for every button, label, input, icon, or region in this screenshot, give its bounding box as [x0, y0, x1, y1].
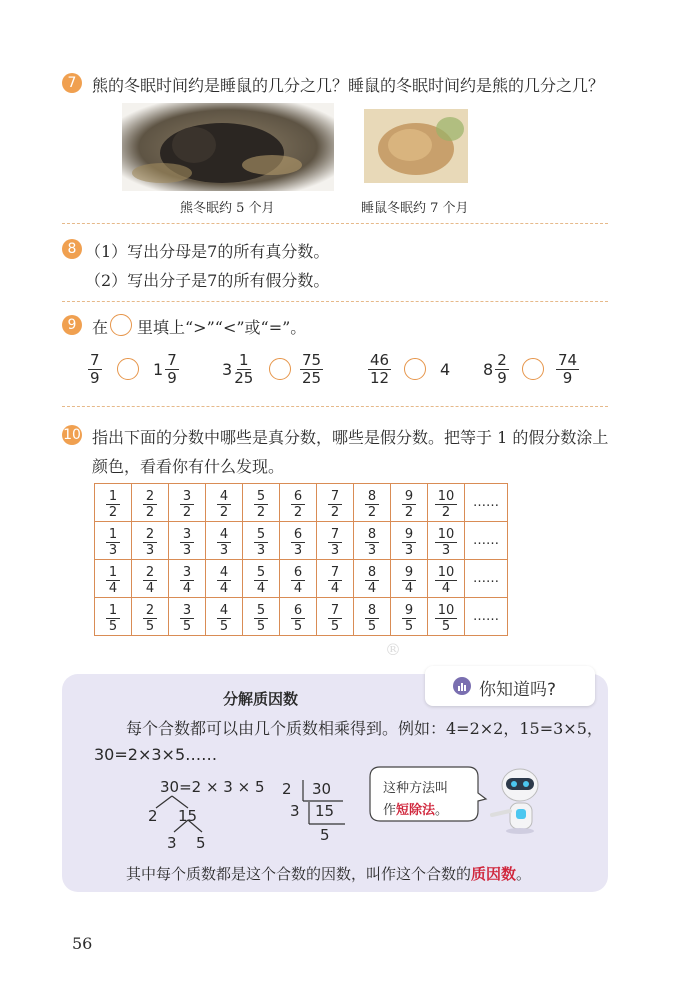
short-division-value-3: 5: [320, 826, 330, 844]
numerator: 2: [143, 565, 157, 581]
bubble-prefix: 作: [383, 803, 397, 818]
numerator: 10: [435, 489, 458, 505]
numerator: 8: [365, 527, 379, 543]
question-7-badge: 7: [62, 73, 82, 93]
denominator: 4: [367, 581, 377, 596]
short-division-divisor-2: 3: [290, 802, 300, 820]
factor-tree-mid-right: 15: [178, 807, 198, 825]
denominator: 3: [293, 543, 303, 558]
denominator: 4: [256, 581, 266, 596]
grid-row: [95, 484, 508, 522]
compare-1-left: [88, 352, 102, 387]
fraction-cell[interactable]: [317, 598, 354, 636]
fraction-cell[interactable]: [317, 560, 354, 598]
fraction-cell[interactable]: [132, 598, 169, 636]
numerator: 6: [291, 527, 305, 543]
factor-tree-top: 30=2 × 3 × 5: [160, 778, 265, 796]
numerator: 4: [217, 603, 231, 619]
fraction-cell[interactable]: [169, 560, 206, 598]
fraction-cell[interactable]: [280, 522, 317, 560]
denominator: 5: [182, 619, 192, 634]
numerator: 4: [217, 489, 231, 505]
numerator: 5: [254, 527, 268, 543]
question-8-line-2: （2）写出分子是7的所有假分数。: [85, 271, 330, 290]
numerator: 8: [365, 603, 379, 619]
denominator: 9: [90, 369, 100, 387]
numerator: 1: [106, 603, 120, 619]
denominator: 3: [367, 543, 377, 558]
numerator: 7: [328, 603, 342, 619]
factor-tree-bot-left: 3: [167, 834, 177, 852]
question-10-line-1: 指出下面的分数中哪些是真分数，哪些是假分数。把等于 1 的假分数涂上: [92, 428, 609, 447]
ellipsis-cell: ……: [465, 598, 508, 636]
numerator: 46: [370, 351, 390, 369]
denominator: 2: [145, 505, 155, 520]
fraction-cell[interactable]: [169, 598, 206, 636]
numerator: 5: [254, 565, 268, 581]
numerator: 8: [365, 565, 379, 581]
fraction-cell[interactable]: [391, 484, 428, 522]
did-you-know-conclusion: [126, 863, 531, 884]
prime-factor-term: 质因数: [471, 865, 517, 883]
denominator: 5: [404, 619, 414, 634]
fraction-cell[interactable]: [95, 522, 132, 560]
denominator: 4: [145, 581, 155, 596]
page-number: 56: [72, 934, 93, 953]
question-9-text-after: 里填上“>”“<”或“=”。: [137, 318, 307, 337]
denominator: 4: [293, 581, 303, 596]
fraction-cell[interactable]: [243, 484, 280, 522]
factor-tree-bot-right: 5: [196, 834, 206, 852]
fraction-cell[interactable]: [243, 560, 280, 598]
bubble-suffix: 。: [435, 803, 449, 818]
question-9-text-before: 在: [92, 318, 109, 337]
denominator: 2: [256, 505, 266, 520]
fraction-cell[interactable]: [354, 598, 391, 636]
fraction-cell[interactable]: [428, 560, 465, 598]
fraction-cell[interactable]: [428, 598, 465, 636]
did-you-know-label: 你知道吗?: [479, 680, 557, 700]
ellipsis-cell: ……: [465, 522, 508, 560]
conclusion-prefix: 其中每个质数都是这个合数的因数，叫作这个合数的: [126, 865, 472, 883]
ellipsis-cell: ……: [465, 560, 508, 598]
numerator: 10: [435, 565, 458, 581]
whole-part: 1: [153, 360, 164, 379]
fraction-cell[interactable]: [317, 522, 354, 560]
grid-row: [95, 598, 508, 636]
compare-1-right: [153, 352, 179, 387]
fraction-cell[interactable]: [428, 484, 465, 522]
blank-circle-icon: [110, 314, 132, 336]
fraction-cell[interactable]: [243, 522, 280, 560]
fraction-cell[interactable]: [206, 560, 243, 598]
answer-circle-1[interactable]: [117, 358, 139, 380]
numerator: 6: [291, 489, 305, 505]
numerator: 10: [435, 527, 458, 543]
fraction-cell[interactable]: [206, 484, 243, 522]
numerator: 3: [180, 489, 194, 505]
numerator: 4: [217, 565, 231, 581]
divider: [62, 223, 608, 224]
divider: [62, 301, 608, 302]
denominator: 2: [293, 505, 303, 520]
compare-2-left: [222, 352, 253, 387]
question-8-badge: 8: [62, 239, 82, 259]
denominator: 3: [182, 543, 192, 558]
fraction-cell[interactable]: [354, 560, 391, 598]
fraction-cell[interactable]: [354, 522, 391, 560]
numerator: 9: [402, 489, 416, 505]
divider: [62, 406, 608, 407]
compare-2-right: [300, 352, 323, 387]
denominator: 2: [108, 505, 118, 520]
chart-icon: [453, 677, 471, 695]
whole-part: 4: [440, 360, 451, 379]
denominator: 5: [441, 619, 451, 634]
short-division-divisor-1: 2: [282, 780, 292, 798]
numerator: 9: [402, 527, 416, 543]
denominator: 5: [219, 619, 229, 634]
numerator: 1: [106, 565, 120, 581]
fraction-cell[interactable]: [206, 522, 243, 560]
registered-mark: ®: [385, 640, 401, 659]
question-10-badge: 10: [63, 427, 81, 443]
numerator: 9: [402, 565, 416, 581]
fraction-cell[interactable]: [428, 522, 465, 560]
denominator: 2: [182, 505, 192, 520]
denominator: 5: [256, 619, 266, 634]
short-division-term: 短除法: [396, 803, 436, 818]
numerator: 5: [254, 489, 268, 505]
question-7-text: 熊的冬眠时间约是睡鼠的几分之几？睡鼠的冬眠时间约是熊的几分之几？: [92, 76, 605, 95]
fraction-cell[interactable]: [317, 484, 354, 522]
fraction-cell[interactable]: [354, 484, 391, 522]
numerator: 3: [180, 565, 194, 581]
fraction-cell[interactable]: [280, 560, 317, 598]
fraction-cell[interactable]: [132, 522, 169, 560]
conclusion-suffix: 。: [516, 865, 532, 883]
numerator: 8: [365, 489, 379, 505]
did-you-know-para-2: 30=2×3×5……: [94, 745, 218, 764]
denominator: 25: [302, 369, 322, 387]
denominator: 2: [441, 505, 451, 520]
short-division-value-1: 30: [312, 780, 332, 798]
dormouse-photo: [364, 109, 468, 183]
denominator: 9: [562, 369, 573, 387]
denominator: 2: [219, 505, 229, 520]
numerator: 6: [291, 603, 305, 619]
numerator: 1: [106, 489, 120, 505]
denominator: 4: [182, 581, 192, 596]
denominator: 12: [370, 369, 390, 387]
did-you-know-para-1: 每个合数都可以由几个质数相乘得到。例如：4=2×2，15=3×5，: [126, 719, 603, 738]
question-8-line-1: （1）写出分母是7的所有真分数。: [85, 242, 330, 261]
answer-circle-4[interactable]: [522, 358, 544, 380]
numerator: 9: [402, 603, 416, 619]
question-9-badge: 9: [62, 315, 82, 335]
denominator: 3: [404, 543, 414, 558]
answer-circle-3[interactable]: [404, 358, 426, 380]
numerator: 3: [180, 527, 194, 543]
numerator: 2: [143, 603, 157, 619]
compare-4-left: [483, 352, 509, 387]
numerator: 5: [254, 603, 268, 619]
fraction-cell[interactable]: [280, 598, 317, 636]
factor-tree-mid-left: 2: [148, 807, 158, 825]
numerator: 75: [302, 351, 322, 369]
denominator: 3: [145, 543, 155, 558]
fraction-cell[interactable]: [206, 598, 243, 636]
numerator: 2: [143, 527, 157, 543]
fraction-cell[interactable]: [169, 484, 206, 522]
fraction-cell[interactable]: [132, 560, 169, 598]
denominator: 4: [441, 581, 451, 596]
numerator: 1: [106, 527, 120, 543]
numerator: 74: [558, 351, 578, 369]
bear-photo: [122, 103, 334, 191]
fraction-cell[interactable]: [132, 484, 169, 522]
did-you-know-title: 分解质因数: [223, 690, 299, 708]
denominator: 3: [108, 543, 118, 558]
dormouse-caption: 睡鼠冬眠约 7 个月: [361, 201, 469, 216]
bubble-line-1: 这种方法叫: [383, 781, 449, 796]
grid-row: [95, 560, 508, 598]
denominator: 3: [330, 543, 340, 558]
compare-4-right: [556, 352, 579, 387]
did-you-know-tab: [425, 666, 595, 706]
bear-caption: 熊冬眠约 5 个月: [180, 201, 275, 216]
denominator: 9: [497, 369, 507, 387]
fraction-cell[interactable]: [95, 484, 132, 522]
denominator: 4: [108, 581, 118, 596]
numerator: 10: [435, 603, 458, 619]
whole-part: 8: [483, 360, 494, 379]
short-division-lines: [295, 780, 350, 826]
denominator: 4: [330, 581, 340, 596]
fraction-cell[interactable]: [169, 522, 206, 560]
numerator: 7: [328, 565, 342, 581]
denominator: 3: [256, 543, 266, 558]
denominator: 5: [293, 619, 303, 634]
fraction-grid: [94, 483, 508, 636]
numerator: 7: [167, 351, 177, 369]
numerator: 3: [180, 603, 194, 619]
numerator: 2: [497, 351, 507, 369]
compare-3-left: [368, 352, 391, 387]
denominator: 5: [367, 619, 377, 634]
denominator: 2: [404, 505, 414, 520]
fraction-cell[interactable]: [391, 598, 428, 636]
denominator: 5: [108, 619, 118, 634]
denominator: 5: [330, 619, 340, 634]
denominator: 3: [441, 543, 451, 558]
answer-circle-2[interactable]: [269, 358, 291, 380]
numerator: 7: [90, 351, 100, 369]
numerator: 6: [291, 565, 305, 581]
denominator: 4: [219, 581, 229, 596]
denominator: 3: [219, 543, 229, 558]
numerator: 1: [238, 351, 249, 369]
denominator: 2: [367, 505, 377, 520]
numerator: 7: [328, 527, 342, 543]
fraction-cell[interactable]: [391, 522, 428, 560]
numerator: 7: [328, 489, 342, 505]
question-10-line-2: 颜色，看看你有什么发现。: [92, 457, 285, 476]
fraction-cell[interactable]: [391, 560, 428, 598]
grid-row: [95, 522, 508, 560]
denominator: 5: [145, 619, 155, 634]
denominator: 2: [330, 505, 340, 520]
compare-3-right: [440, 360, 452, 379]
fraction-cell[interactable]: [243, 598, 280, 636]
denominator: 9: [167, 369, 177, 387]
denominator: 25: [234, 369, 254, 387]
fraction-cell[interactable]: [280, 484, 317, 522]
whole-part: 3: [222, 360, 233, 379]
short-division-value-2: 15: [315, 802, 335, 820]
fraction-cell[interactable]: [95, 560, 132, 598]
denominator: 4: [404, 581, 414, 596]
ellipsis-cell: ……: [465, 484, 508, 522]
numerator: 2: [143, 489, 157, 505]
fraction-cell[interactable]: [95, 598, 132, 636]
numerator: 4: [217, 527, 231, 543]
bubble-line-2: [383, 799, 448, 818]
robot-icon: [486, 765, 550, 835]
